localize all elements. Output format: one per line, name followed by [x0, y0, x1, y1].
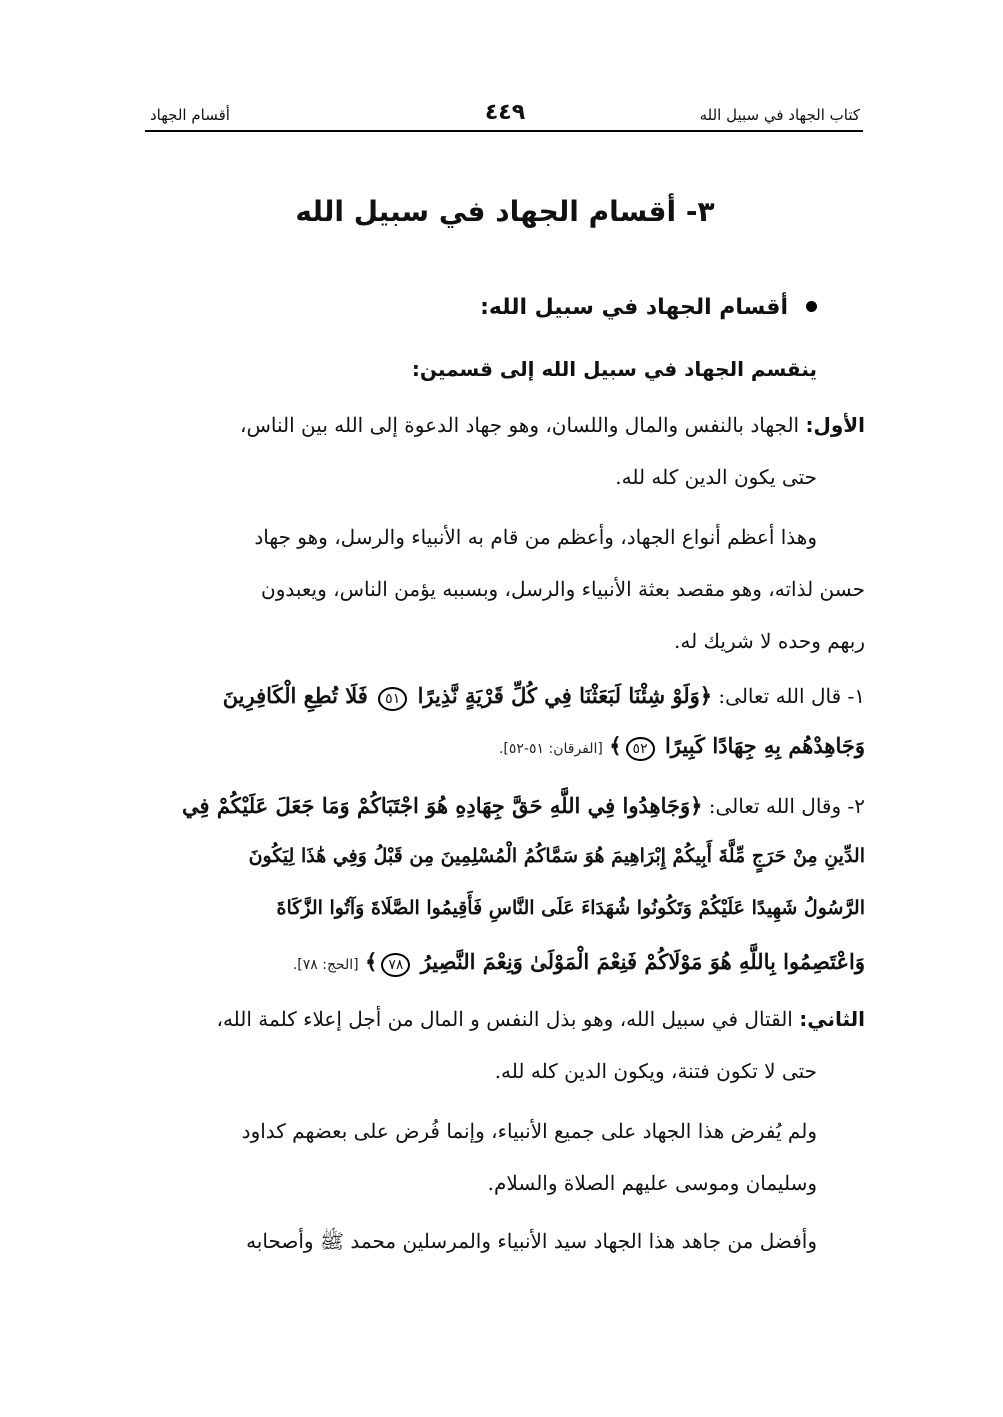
- second-line-2: حتى لا تكون فتنة، ويكون الدين كله لله.: [494, 1059, 817, 1083]
- second-para1-line-1: ولم يُفرض هذا الجهاد على جميع الأنبياء، وإنما فُرض على بعضهم كداود: [241, 1119, 817, 1143]
- evidence1-line-2: [499, 733, 865, 761]
- evidence2-line-4: [293, 949, 865, 977]
- evidence1-close-bracket: ﴾: [609, 733, 622, 758]
- first-line-2: حتى يكون الدين كله لله.: [615, 465, 817, 489]
- running-header: [150, 100, 860, 130]
- bullet-icon: [806, 301, 817, 312]
- ayah-number-52: ٥٢: [626, 737, 655, 761]
- first-label: الأول:: [805, 413, 865, 437]
- intro-line: ينقسم الجهاد في سبيل الله إلى قسمين:: [411, 357, 817, 381]
- evidence2-line-1: [182, 793, 865, 818]
- first-para-line-3: ربهم وحده لا شريك له.: [674, 629, 865, 653]
- evidence1-verse-part3: وَجَاهِدْهُم بِهِ جِهَادًا كَبِيرًا: [664, 733, 865, 758]
- evidence1-line-1: [223, 683, 865, 711]
- second-text-1: القتال في سبيل الله، وهو بذل النفس و المال من أجل إعلاء كلمة الله،: [216, 1007, 793, 1031]
- evidence1-verse-part2: فَلَا تُطِعِ الْكَافِرِينَ: [222, 683, 368, 708]
- evidence2-line-3: الرَّسُولُ شَهِيدًا عَلَيْكُمْ وَتَكُونُوا شُهَدَاءَ عَلَى النَّاسِ فَأَقِيمُوا الصَّلَاةَ وَآتُوا الزَّكَاةَ: [276, 897, 865, 919]
- evidence2-reference: [الحج: ٧٨].: [292, 957, 359, 973]
- ayah-number-51: ٥١: [378, 687, 407, 711]
- evidence2-intro: ٢- وقال الله تعالى:: [708, 794, 865, 818]
- second-label: الثاني:: [799, 1007, 865, 1031]
- first-para-line-1: وهذا أعظم أنواع الجهاد، وأعظم من قام به الأنبياء والرسل، وهو جهاد: [254, 525, 817, 549]
- second-para2-line-1: وأفضل من جاهد هذا الجهاد سيد الأنبياء والمرسلين محمد ﷺ وأصحابه: [246, 1229, 817, 1253]
- evidence1-reference: [الفرقان: ٥١-٥٢].: [498, 741, 603, 757]
- page-number: ٤٤٩: [484, 100, 526, 125]
- second-line-1: [216, 1007, 865, 1031]
- evidence2-close-bracket: ﴾: [365, 949, 378, 974]
- second-para1-line-2: وسليمان وموسى عليهم الصلاة والسلام.: [487, 1171, 817, 1195]
- header-section-title: أقسام الجهاد: [150, 106, 230, 124]
- evidence1-verse-part1: ﴿وَلَوْ شِئْنَا لَبَعَثْنَا فِي كُلِّ قَرْيَةٍ نَّذِيرًا: [417, 683, 713, 708]
- section-heading: أقسام الجهاد في سبيل الله:: [480, 295, 788, 320]
- first-text-1: الجهاد بالنفس والمال واللسان، وهو جهاد الدعوة إلى الله بين الناس،: [240, 413, 800, 437]
- evidence1-intro: ١- قال الله تعالى:: [718, 684, 865, 708]
- evidence2-line-2: الدِّينِ مِنْ حَرَجٍ مِّلَّةَ أَبِيكُمْ إِبْرَاهِيمَ هُوَ سَمَّاكُمُ الْمُسْلِمِينَ مِن قَبْلُ وَفِي هَٰذَا لِيَكُونَ: [248, 845, 865, 867]
- first-para-line-2: حسن لذاته، وهو مقصد بعثة الأنبياء والرسل، وبسببه يؤمن الناس، ويعبدون: [261, 577, 865, 601]
- chapter-title: ٣- أقسام الجهاد في سبيل الله: [295, 195, 715, 228]
- first-line-1: [240, 413, 865, 437]
- ayah-number-78: ٧٨: [381, 953, 410, 977]
- evidence2-verse-line1: ﴿وَجَاهِدُوا فِي اللَّهِ حَقَّ جِهَادِهِ هُوَ اجْتَبَاكُمْ وَمَا جَعَلَ عَلَيْكُمْ فِي: [181, 793, 703, 818]
- header-book-title: كتاب الجهاد في سبيل الله: [699, 106, 860, 124]
- header-divider: [145, 130, 863, 132]
- section-heading-line: [480, 295, 817, 320]
- evidence2-verse-line4: وَاعْتَصِمُوا بِاللَّهِ هُوَ مَوْلَاكُمْ فَنِعْمَ الْمَوْلَىٰ وَنِعْمَ النَّصِيرُ: [420, 949, 865, 974]
